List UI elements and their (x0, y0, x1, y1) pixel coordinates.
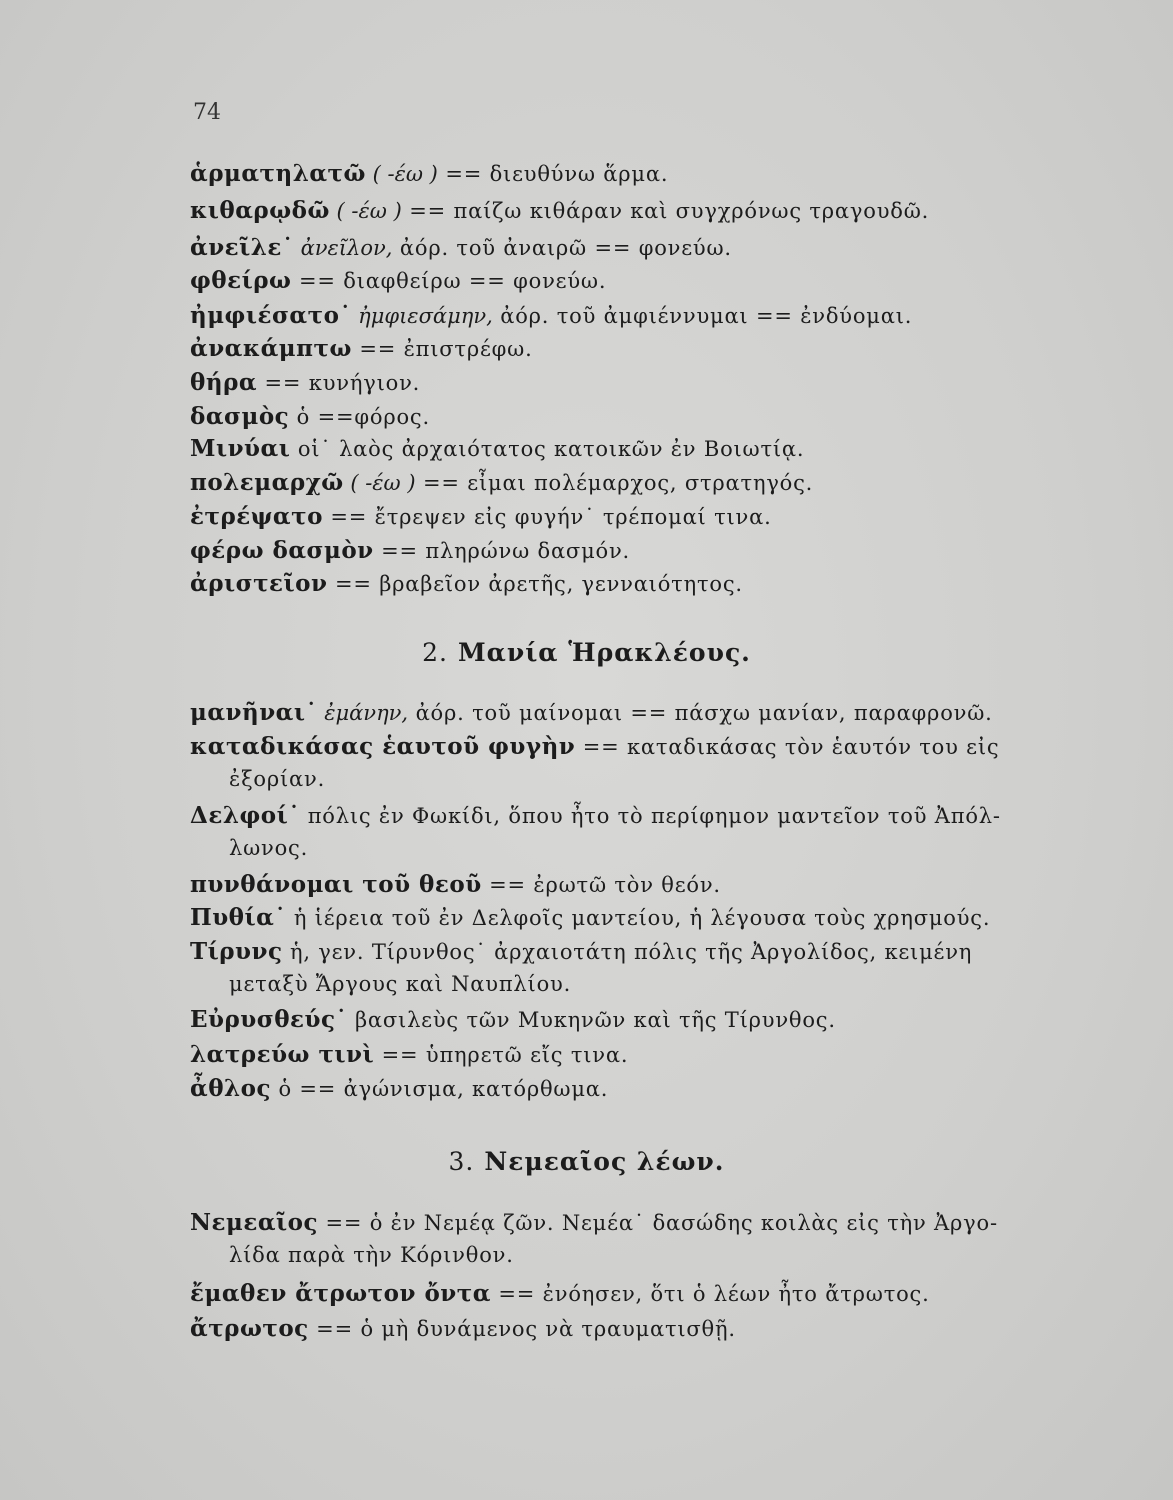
glossary-entry (190, 800, 1135, 832)
grammar-note: ( -έω ) (350, 471, 416, 495)
headword: λατρεύω τινὶ (190, 1041, 375, 1068)
definition: == ἐρωτῶ τὸν θεόν. (481, 873, 721, 897)
definition: πόλις ἐν Φωκίδι, ὅπου ἦτο τὸ περίφημον μαντεῖον τοῦ Ἀπόλ- (300, 804, 1001, 828)
definition: == ἔτρεψεν εἰς φυγήν˙ τρέπομαί τινα. (322, 505, 772, 529)
glossary-entry (190, 1004, 1135, 1036)
glossary-entry (190, 265, 1135, 297)
section-number: 2. (422, 638, 448, 667)
definition: == ὁ μὴ δυνάμενος νὰ τραυματισθῇ. (308, 1317, 736, 1341)
glossary-entry (190, 232, 1135, 264)
glossary-entry (190, 300, 1135, 332)
headword: Εὐρυσθεύς˙ (190, 1006, 348, 1033)
section-heading (0, 638, 1173, 667)
headword: ἆθλος (190, 1075, 272, 1102)
grammar-note: ( -έω ) (372, 162, 438, 186)
definition: == κυνήγιον. (257, 371, 421, 395)
glossary-entry (190, 195, 1135, 227)
definition: == εἶμαι πολέμαρχος, στρατηγός. (415, 471, 814, 495)
definition: == ὑπηρετῶ εἴς τινα. (374, 1043, 629, 1067)
glossary-entry (190, 433, 1135, 465)
headword: μανῆναι˙ (190, 699, 318, 726)
definition: == καταδικάσας τὸν ἑαυτόν του εἰς (575, 735, 1000, 759)
glossary-entry (190, 731, 1135, 763)
glossary-entry (190, 1073, 1135, 1105)
definition-continuation: μεταξὺ Ἄργους καὶ Ναυπλίου. (229, 972, 572, 996)
definition: == ὁ ἐν Νεμέᾳ ζῶν. Νεμέα˙ δασώδης κοιλὰς εἰς τὴν Ἀργο- (318, 1211, 998, 1235)
definition: ἡ, γεν. Τίρυνθος˙ ἀρχαιοτάτη πόλις τῆς Ἀργολίδος, κειμένη (282, 940, 973, 964)
grammar-note: ἐμάνην, (324, 701, 409, 725)
headword: δασμὸς (190, 403, 290, 430)
section-title: Μανία Ἡρακλέους. (457, 638, 751, 667)
definition: ἡ ἱέρεια τοῦ ἐν Δελφοῖς μαντείου, ἡ λέγουσα τοὺς χρησμούς. (286, 906, 991, 930)
glossary-entry (190, 936, 1135, 968)
definition: == ἐνόησεν, ὅτι ὁ λέων ἦτο ἄτρωτος. (490, 1282, 930, 1306)
definition: == βραβεῖον ἀρετῆς, γενναιότητος. (327, 572, 743, 596)
headword: καταδικάσας ἑαυτοῦ φυγὴν (190, 733, 576, 760)
glossary-entry (190, 467, 1135, 499)
glossary-entry (190, 1278, 1135, 1310)
glossary-entry (190, 501, 1135, 533)
headword: ἀριστεῖον (190, 570, 328, 597)
headword: Δελφοί˙ (190, 802, 301, 829)
section-title: Νεμεαῖος λέων. (484, 1147, 725, 1176)
glossary-entry (190, 1207, 1135, 1239)
definition: ἀόρ. τοῦ μαίνομαι == πάσχω μανίαν, παραφρονῶ. (408, 701, 993, 725)
headword: Μινύαι (190, 435, 291, 462)
definition-continuation: λίδα παρὰ τὴν Κόρινθον. (229, 1243, 514, 1267)
definition: == διαφθείρω == φονεύω. (291, 269, 607, 293)
definition: βασιλεὺς τῶν Μυκηνῶν καὶ τῆς Τίρυνθος. (347, 1008, 836, 1032)
definition: == διευθύνω ἅρμα. (437, 162, 669, 186)
definition: ὁ == ἀγώνισμα, κατόρθωμα. (271, 1077, 609, 1101)
definition: οἱ˙ λαὸς ἀρχαιότατος κατοικῶν ἐν Βοιωτίᾳ. (290, 437, 805, 461)
glossary-entry (190, 401, 1135, 433)
glossary-entry (190, 1039, 1135, 1071)
definition: == ἐπιστρέφω. (351, 337, 533, 361)
headword: ἁρματηλατῶ (190, 160, 366, 187)
headword: Τίρυνς (190, 938, 283, 965)
glossary-entry (190, 158, 1135, 190)
glossary-entry (190, 333, 1135, 365)
headword: φθείρω (190, 267, 292, 294)
headword: θήρα (190, 369, 258, 396)
glossary-entry (190, 1313, 1135, 1345)
headword: ἄτρωτος (190, 1315, 309, 1342)
grammar-note: ἠμφιεσάμην, (358, 304, 493, 328)
headword: Νεμεαῖος (190, 1209, 318, 1236)
glossary-entry (190, 902, 1135, 934)
headword: ἀνακάμπτω (190, 335, 352, 362)
glossary-entry (190, 697, 1135, 729)
definition: ὁ ==φόρος. (289, 405, 430, 429)
headword: πολεμαρχῶ (190, 469, 344, 496)
headword: Πυθία˙ (190, 904, 287, 931)
headword: ἐτρέψατο (190, 503, 323, 530)
headword: φέρω δασμὸν (190, 537, 374, 564)
glossary-entry (190, 367, 1135, 399)
section-heading (0, 1147, 1173, 1176)
grammar-note: ἀνεῖλον, (300, 236, 393, 260)
glossary-entry (190, 869, 1135, 901)
headword: πυνθάνομαι τοῦ θεοῦ (190, 871, 482, 898)
definition: == παίζω κιθάραν καὶ συγχρόνως τραγουδῶ. (401, 199, 930, 223)
glossary-entry (190, 535, 1135, 567)
definition: == πληρώνω δασμόν. (373, 539, 631, 563)
headword: ἀνεῖλε˙ (190, 234, 294, 261)
definition: ἀόρ. τοῦ ἀναιρῶ == φονεύω. (392, 236, 732, 260)
headword: ἠμφιέσατο˙ (190, 302, 352, 329)
definition: ἀόρ. τοῦ ἀμφιέννυμαι == ἐνδύομαι. (492, 304, 913, 328)
definition-continuation: ἐξορίαν. (229, 767, 326, 791)
headword: κιθαρῳδῶ (190, 197, 330, 224)
section-number: 3. (448, 1147, 475, 1176)
glossary-entry (190, 568, 1135, 600)
grammar-note: ( -έω ) (336, 199, 402, 223)
headword: ἔμαθεν ἄτρωτον ὄντα (190, 1280, 491, 1307)
definition-continuation: λωνος. (229, 836, 309, 860)
page-number: 74 (193, 100, 221, 125)
